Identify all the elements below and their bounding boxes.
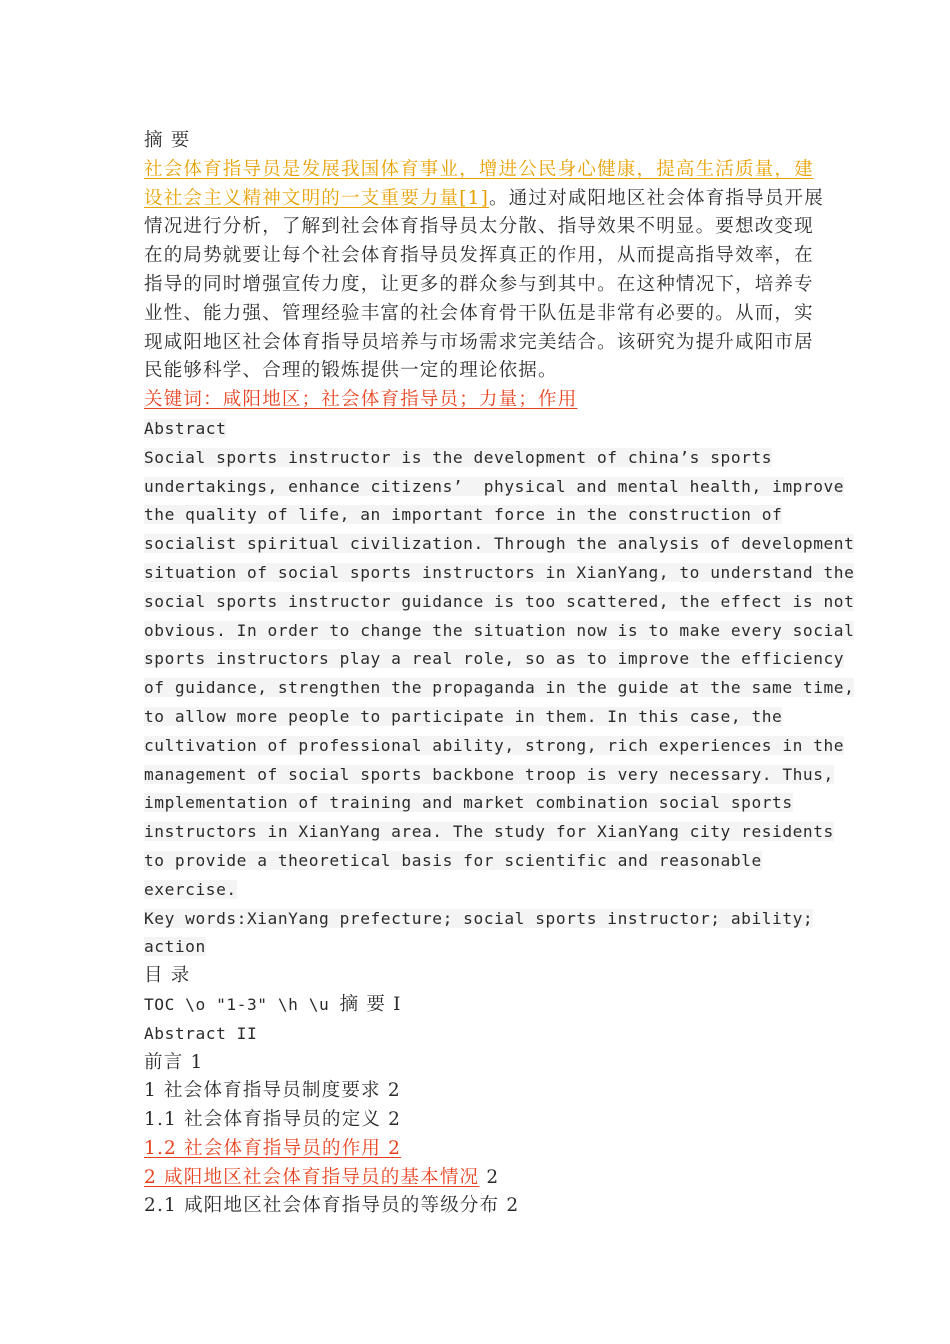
abstract-en-line: situation of social sports instructors in XianYang, to understand the: [144, 562, 855, 582]
toc-entry[interactable]: Abstract II: [144, 1023, 258, 1043]
toc-entry[interactable]: 2.1 咸阳地区社会体育指导员的等级分布 2: [144, 1195, 520, 1217]
abstract-en-line: exercise.: [144, 879, 237, 899]
keywords-cn: [144, 386, 814, 415]
abstract-en-line: to allow more people to participate in them. In this case, the: [144, 706, 783, 726]
toc-page-number: 2: [479, 1166, 500, 1188]
toc-link[interactable]: 1.2 社会体育指导员的作用 2: [144, 1137, 402, 1159]
abstract-cn-line: [144, 185, 824, 214]
abstract-cn-heading: 摘 要: [144, 130, 191, 151]
keywords-en: Key words:XianYang prefecture; social sports instructor; ability;: [144, 908, 814, 928]
abstract-en-line: instructors in XianYang area. The study for XianYang city residents: [144, 822, 834, 842]
toc-link[interactable]: 2 咸阳地区社会体育指导员的基本情况: [144, 1166, 480, 1188]
abstract-en-heading: Abstract: [144, 418, 227, 438]
abstract-en-line: cultivation of professional ability, strong, rich experiences in the: [144, 735, 845, 755]
abstract-en-line: obvious. In order to change the situation now is to make every social: [144, 620, 855, 640]
abstract-cn-link[interactable]: 设社会主义精神文明的一支重要力量[1]: [144, 187, 490, 209]
toc-entry[interactable]: 1 社会体育指导员制度要求 2: [144, 1080, 401, 1102]
abstract-en-line: implementation of training and market combination social sports: [144, 793, 793, 813]
keywords-en: action: [144, 937, 206, 957]
keywords-cn-link[interactable]: 关键词：咸阳地区；社会体育指导员；力量；作用: [144, 389, 578, 411]
abstract-en-line: to provide a theoretical basis for scientific and reasonable: [144, 850, 762, 870]
document-content: [144, 127, 855, 1221]
toc-heading: 目 录: [144, 965, 191, 987]
abstract-en-line: social sports instructor guidance is too scattered, the effect is not: [144, 591, 855, 611]
abstract-en-line: of guidance, strengthen the propaganda in the guide at the same time,: [144, 678, 855, 698]
abstract-cn-line: 现咸阳地区社会体育指导员培养与市场需求完美结合。该研究为提升咸阳市居: [144, 331, 814, 353]
abstract-cn-line: 业性、能力强、管理经验丰富的社会体育骨干队伍是非常有必要的。从而，实: [144, 302, 814, 324]
abstract-en-line: management of social sports backbone troop is very necessary. Thus,: [144, 764, 834, 784]
abstract-en-line: Social sports instructor is the development of china’s sports: [144, 447, 773, 467]
toc-entry-linked: [144, 1135, 814, 1164]
abstract-cn-line: 在的局势就要让每个社会体育指导员发挥真正的作用，从而提高指导效率，在: [144, 245, 814, 267]
abstract-cn-line: 指导的同时增强宣传力度，让更多的群众参与到其中。在这种情况下，培养专: [144, 273, 814, 295]
toc-entry[interactable]: 1.1 社会体育指导员的定义 2: [144, 1109, 402, 1131]
abstract-en-line: undertakings, enhance citizens’ physical and mental health, improve: [144, 476, 845, 496]
abstract-cn-link[interactable]: 社会体育指导员是发展我国体育事业，增进公民身心健康，提高生活质量，建: [144, 158, 814, 180]
abstract-cn-line: [144, 156, 814, 185]
abstract-en-line: socialist spiritual civilization. Through the analysis of development: [144, 534, 855, 554]
toc-entry-linked: [144, 1164, 814, 1193]
abstract-en-line: the quality of life, an important force in the construction of: [144, 505, 783, 525]
abstract-cn-line: 情况进行分析，了解到社会体育指导员太分散、指导效果不明显。要想改变现: [144, 216, 814, 238]
toc-entry[interactable]: 前言 1: [144, 1051, 204, 1073]
toc-field-line: [144, 991, 814, 1020]
abstract-cn-line: 民能够科学、合理的锻炼提供一定的理论依据。: [144, 360, 558, 382]
abstract-cn-text: 。通过对咸阳地区社会体育指导员开展: [489, 187, 824, 209]
abstract-en-line: sports instructors play a real role, so as to improve the efficiency: [144, 649, 845, 669]
toc-entry[interactable]: 摘 要 I: [339, 993, 402, 1015]
toc-field-code: TOC \o "1-3" \h \u: [144, 994, 340, 1014]
